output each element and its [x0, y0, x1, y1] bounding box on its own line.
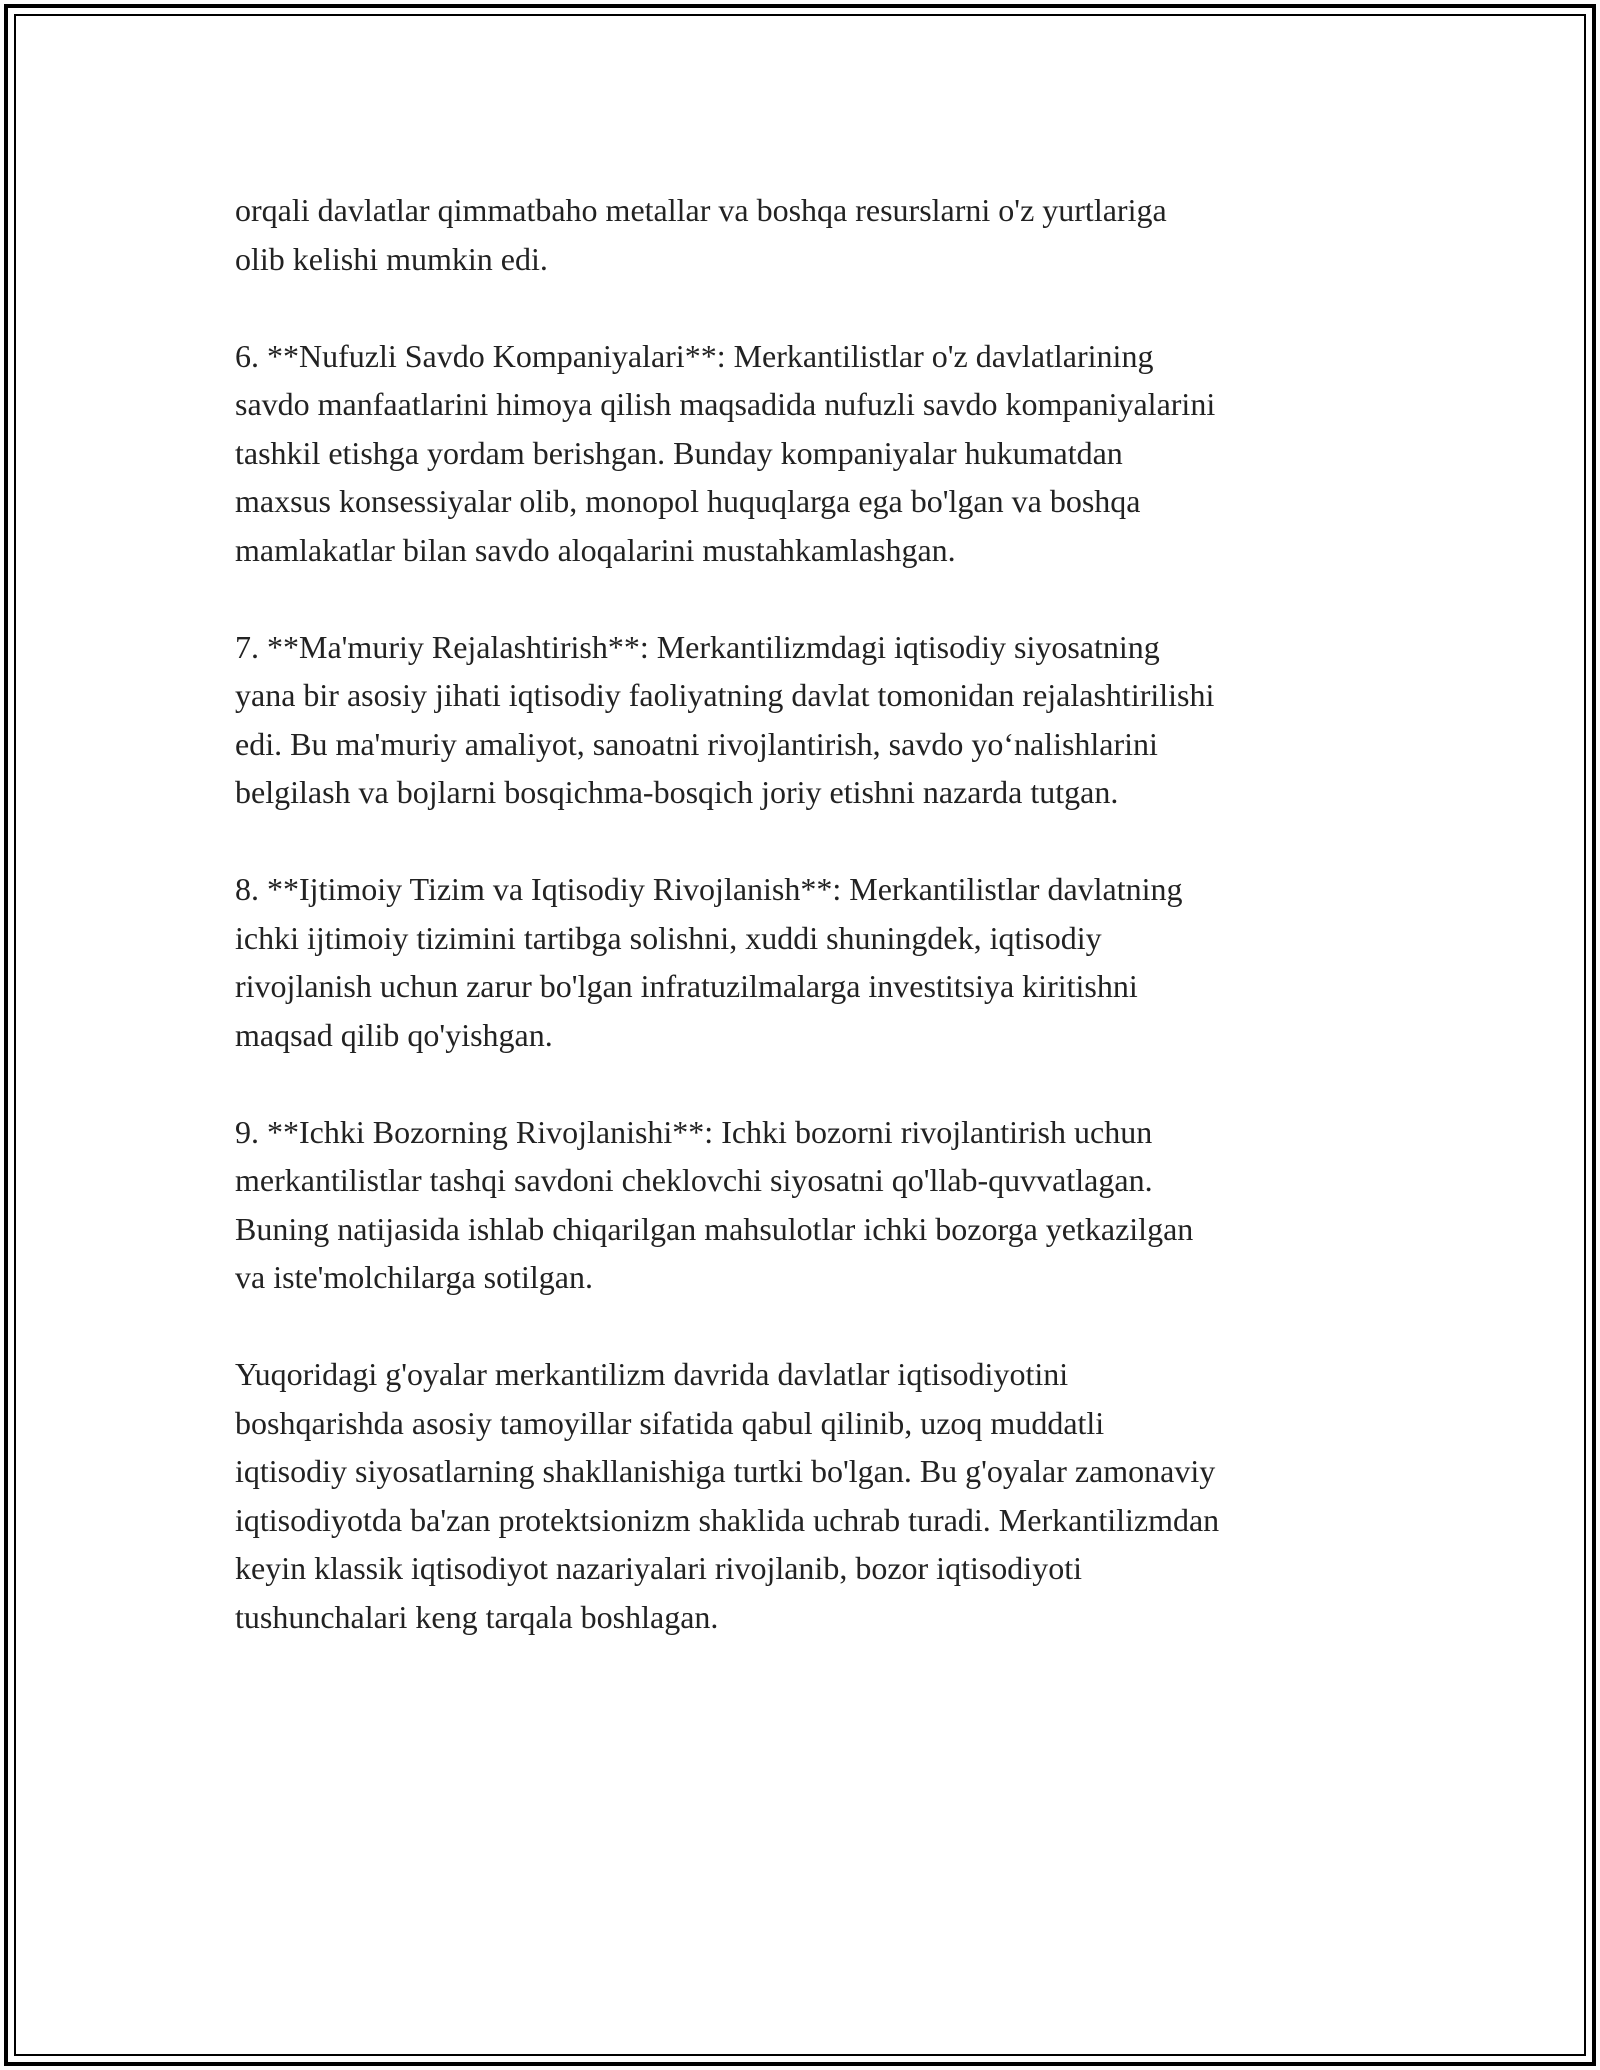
text-line: savdo manfaatlarini himoya qilish maqsadida nufuzli savdo kompaniyalarini: [235, 386, 1216, 422]
text-line: 7. **Ma'muriy Rejalashtirish**: Merkantilizmdagi iqtisodiy siyosatning: [235, 628, 1160, 665]
text-line: orqali davlatlar qimmatbaho metallar va boshqa resurslarni o'z yurtlariga: [235, 192, 1167, 228]
text-line: edi. Bu ma'muriy amaliyot, sanoatni rivojlantirish, savdo yo‘nalishlarini: [235, 725, 1158, 762]
text-line: iqtisodiy siyosatlarning shakllanishiga turtki bo'lgan. Bu g'oyalar zamonaviy: [235, 1453, 1216, 1489]
text-line: Buning natijasida ishlab chiqarilgan mahsulotlar ichki bozorga yetkazilgan: [235, 1210, 1194, 1247]
text-line: belgilash va bojlarni bosqichma-bosqich joriy etishni nazarda tutgan.: [235, 774, 1119, 810]
paragraph-conclusion: [235, 1350, 1385, 1641]
text-line: keyin klassik iqtisodiyot nazariyalari rivojlanib, bozor iqtisodiyoti: [235, 1550, 1082, 1586]
text-line: mamlakatlar bilan savdo aloqalarini mustahkamlashgan.: [235, 531, 956, 568]
text-line: rivojlanish uchun zarur bo'lgan infratuzilmalarga investitsiya kiritishni: [235, 968, 1138, 1004]
text-line: 6. **Nufuzli Savdo Kompaniyalari**: Merkantilistlar o'z davlatlarining: [235, 337, 1154, 374]
text-line: maqsad qilib qo'yishgan.: [235, 1016, 553, 1053]
text-line: 8. **Ijtimoiy Tizim va Iqtisodiy Rivojlanish**: Merkantilistlar davlatning: [235, 871, 1183, 907]
text-line: yana bir asosiy jihati iqtisodiy faoliyatning davlat tomonidan rejalashtirilishi: [235, 677, 1215, 713]
text-line: va iste'molchilarga sotilgan.: [235, 1259, 593, 1295]
paragraph-item-8: [235, 865, 1385, 1059]
text-line: Yuqoridagi g'oyalar merkantilizm davrida davlatlar iqtisodiyotini: [235, 1356, 1069, 1392]
paragraph-item-9: [235, 1108, 1385, 1302]
text-line: merkantilistlar tashqi savdoni cheklovchi siyosatni qo'llab-quvvatlagan.: [235, 1162, 1153, 1198]
text-line: tashkil etishga yordam berishgan. Bunday kompaniyalar hukumatdan: [235, 434, 1123, 471]
paragraph-item-7: [235, 623, 1385, 817]
text-line: olib kelishi mumkin edi.: [235, 240, 548, 277]
paragraph-continuation: [235, 186, 1385, 283]
document-body: [235, 186, 1385, 1690]
paragraph-item-6: [235, 332, 1385, 575]
text-line: boshqarishda asosiy tamoyillar sifatida qabul qilinib, uzoq muddatli: [235, 1404, 1105, 1441]
text-line: tushunchalari keng tarqala boshlagan.: [235, 1598, 719, 1635]
text-line: ichki ijtimoiy tizimini tartibga solishni, xuddi shuningdek, iqtisodiy: [235, 919, 1102, 956]
text-line: 9. **Ichki Bozorning Rivojlanishi**: Ichki bozorni rivojlantirish uchun: [235, 1113, 1153, 1150]
text-line: iqtisodiyotda ba'zan protektsionizm shaklida uchrab turadi. Merkantilizmdan: [235, 1501, 1220, 1538]
text-line: maxsus konsessiyalar olib, monopol huquqlarga ega bo'lgan va boshqa: [235, 483, 1141, 519]
